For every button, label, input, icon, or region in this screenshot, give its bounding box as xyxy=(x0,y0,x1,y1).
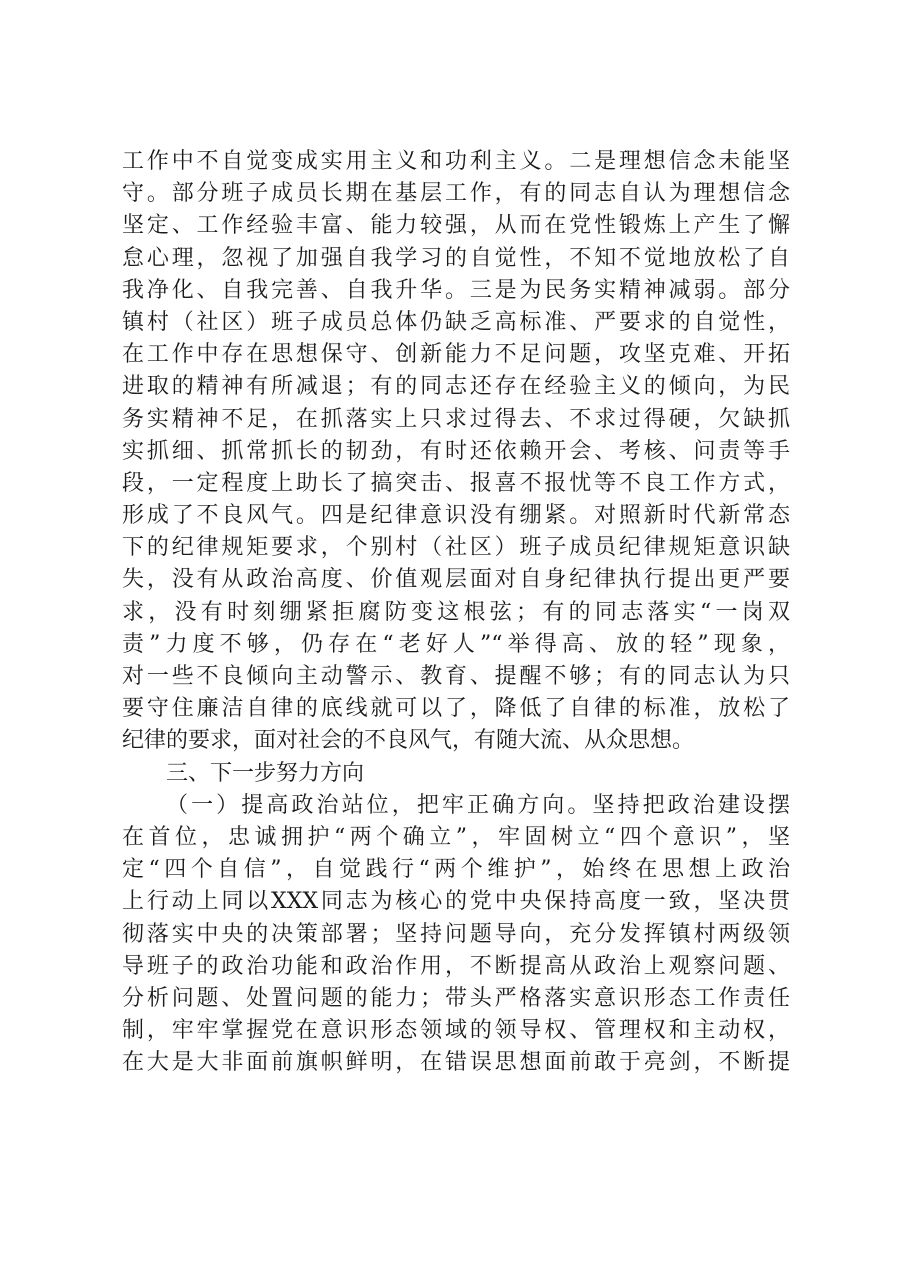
body-line-5: 我净化、自我完善、自我升华。三是为民务实精神减弱。部分 xyxy=(122,277,790,303)
section-heading: 三、下一步努力方向 xyxy=(166,760,365,786)
subsection-line-4: 上行动上同以XXX同志为核心的党中央保持高度一致，坚决贯 xyxy=(122,889,790,915)
body-line-17: 对一些不良倾向主动警示、教育、提醒不够；有的同志认为只 xyxy=(122,664,790,689)
body-line-9: 务实精神不足，在抓落实上只求过得去、不求过得硬，欠缺抓 xyxy=(122,406,790,432)
body-line-1: 工作中不自觉变成实用主义和功利主义。二是理想信念未能坚 xyxy=(122,149,790,174)
body-line-13: 下的纪律规矩要求，个别村（社区）班子成员纪律规矩意识缺 xyxy=(122,535,790,561)
body-line-8: 进取的精神有所减退；有的同志还存在经验主义的倾向，为民 xyxy=(122,374,790,400)
body-line-10: 实抓细、抓常抓长的韧劲，有时还依赖开会、考核、问责等手 xyxy=(122,438,790,464)
subsection-line-5: 彻落实中央的决策部署；坚持问题导向，充分发挥镇村两级领 xyxy=(122,921,790,947)
subsection-line-6: 导班子的政治功能和政治作用，不断提高从政治上观察问题、 xyxy=(122,953,790,979)
body-line-18: 要守住廉洁自律的底线就可以了，降低了自律的标准，放松了 xyxy=(122,696,790,722)
body-line-16: 责”力度不够，仍存在“老好人”“举得高、放的轻”现象， xyxy=(122,631,790,657)
body-line-7: 在工作中存在思想保守、创新能力不足问题，攻坚克难、开拓 xyxy=(122,342,790,368)
body-line-11: 段，一定程度上助长了搞突击、报喜不报忧等不良工作方式， xyxy=(122,470,790,496)
subsection-line-9: 在大是大非面前旗帜鲜明，在错误思想面前敢于亮剑，不断提 xyxy=(122,1050,790,1076)
body-line-14: 失，没有从政治高度、价值观层面对自身纪律执行提出更严要 xyxy=(122,567,790,593)
subsection-line-3: 定“四个自信”，自觉践行“两个维护”，始终在思想上政治 xyxy=(122,857,790,883)
body-line-15: 求，没有时刻绷紧拒腐防变这根弦；有的同志落实“一岗双 xyxy=(122,599,790,625)
body-line-19: 纪律的要求，面对社会的不良风气，有随大流、从众思想。 xyxy=(122,728,695,754)
subsection-line-2: 在首位，忠诚拥护“两个确立”，牢固树立“四个意识”，坚 xyxy=(122,824,790,850)
body-line-2: 守。部分班子成员长期在基层工作，有的同志自认为理想信念 xyxy=(122,181,790,207)
document-body xyxy=(122,146,790,1079)
subsection-line-8: 制，牢牢掌握党在意识形态领域的领导权、管理权和主动权， xyxy=(122,1018,790,1044)
body-line-4: 怠心理，忽视了加强自我学习的自觉性，不知不觉地放松了自 xyxy=(122,245,790,271)
body-line-6: 镇村（社区）班子成员总体仍缺乏高标准、严要求的自觉性， xyxy=(122,309,790,335)
subsection-line-1: （一）提高政治站位，把牢正确方向。坚持把政治建设摆 xyxy=(166,792,790,818)
body-line-12: 形成了不良风气。四是纪律意识没有绷紧。对照新时代新常态 xyxy=(122,503,790,529)
subsection-line-7: 分析问题、处置问题的能力；带头严格落实意识形态工作责任 xyxy=(122,985,790,1011)
body-line-3: 坚定、工作经验丰富、能力较强，从而在党性锻炼上产生了懈 xyxy=(122,213,790,239)
